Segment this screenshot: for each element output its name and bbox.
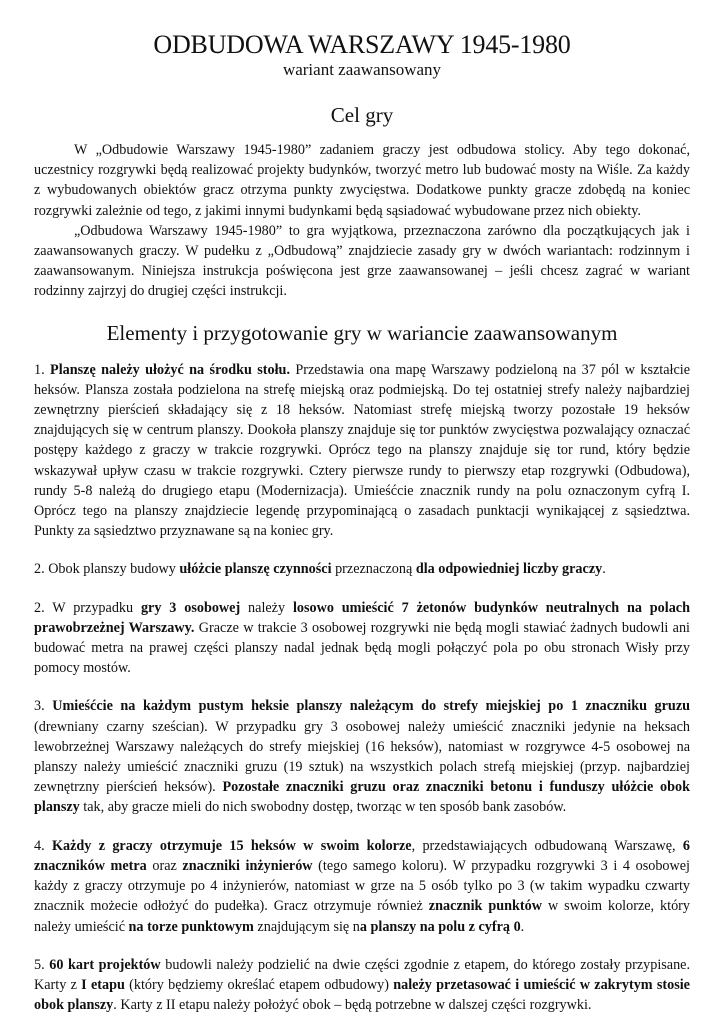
goal-heading: Cel gry <box>330 103 394 127</box>
setup-item-2b: 2. W przypadku gry 3 osobowej należy losowo umieścić 7 żetonów budynków neutralnych na polach prawobrzeżnej Warszawy. Gracze w trakcie 3 osobowej rozgrywki nie będą mogli stawiać żadnych budowli ani budować metra na prawej części planszy nadal jednak będą mogli połączyć pola po obu stronach Wisły przy pomocy mostów. <box>34 599 690 677</box>
setup-item-4: 4. Każdy z graczy otrzymuje 15 heksów w swoim kolorze, przedstawiających odbudowaną Warszawę, 6 znaczników metra oraz znaczniki inżynierów (tego samego koloru). W przypadku rozgrywki 3 i 4 osobowej każdy z graczy otrzymuje po 4 inżynierów, natomiast w grze na 5 osób tylko po 3 (w takim wypadku czwarty znacznik możecie odłożyć do pudełka). Gracz otrzymuje również znacznik punktów w swoim kolorze, który należy umieścić na torze punktowym znajdującym się na planszy na polu z cyfrą 0. <box>34 837 690 935</box>
goal-paragraph-1: W „Odbudowie Warszawy 1945-1980” zadaniem graczy jest odbudowa stolicy. Aby tego dokonać, uczestnicy rozgrywki będą realizować projekty budynków, tworzyć metro lub budować mosty na Wiśle. Za każdy z wybudowanych obiektów gracz otrzyma punkty zwycięstwa. Dodatkowe punkty gracze zdobędą na koniec rozgrywki zależnie od tego, z jakimi innymi budynkami będą sąsiadować wybudowane przez nich obiekty. <box>34 142 690 219</box>
elements-heading: Elementy i przygotowanie gry w wariancie zaawansowanym <box>106 320 618 345</box>
setup-item-2: 2. Obok planszy budowy ułóżcie planszę czynności przeznaczoną dla odpowiedniej liczby graczy. <box>34 561 606 578</box>
page-title: ODBUDOWA WARSZAWY 1945-1980 <box>153 30 571 59</box>
document-page <box>34 30 690 1033</box>
page-subtitle: wariant zaawansowany <box>282 60 442 79</box>
setup-item-1: 1. Planszę należy ułożyć na środku stołu. Przedstawia ona mapę Warszawy podzieloną na 37 pól w kształcie heksów. Plansza została podzielona na strefę miejską oraz podmiejską. Do tej ostatniej strefy należy najbardziej zewnętrzny pierścień składający się z 18 heksów. Natomiast strefę miejską tworzy pozostałe 19 heksów znajdujących się w centrum planszy. Dookoła planszy znajduje się tor punktów zwycięstwa pozwalający oznaczać postępy każdego z graczy w trakcie rozgrywki. Oprócz tego na planszy znajduje się tor rund, który będzie wskazywał upływ czasu w trakcie rozgrywki. Cztery pierwsze rundy to pierwszy etap rozgrywki (Odbudowa), rundy 5-8 należą do drugiego etapu (Modernizacja). Umieśćcie znacznik rundy na polu oznaczonym cyfrą I. Oprócz tego na planszy znajdziecie legendę przypominającą o zasadach punktacji wynikającej z sąsiedztwa. Punkty za sąsiedztwo przyznawane są na koniec gry. <box>34 361 691 540</box>
setup-item-5: 5. 60 kart projektów budowli należy podzielić na dwie części zgodnie z etapem, do którego zostały przypisane. Karty z I etapu (który będziemy określać etapem odbudowy) należy przetasować i umieścić w zakrytym stosie obok planszy. Karty z II etapu należy położyć obok – będą potrzebne w dalszej części rozgrywki. <box>34 956 691 1014</box>
goal-paragraph-2: „Odbudowa Warszawy 1945-1980” to gra wyjątkowa, przeznaczona zarówno dla początkujących jak i zaawansowanych graczy. W pudełku z „Odbudową” znajdziecie zasady gry w dwóch wariantach: rodzinnym i zaawansowanym. Niniejsza instrukcja poświęcona jest grze zaawansowanej – jeśli chcesz zagrać w wariant rodzinny zajrzyj do drugiej części instrukcji. <box>34 222 690 300</box>
setup-item-3: 3. Umieśćcie na każdym pustym heksie planszy należącym do strefy miejskiej po 1 znaczniku gruzu (drewniany czarny sześcian). W przypadku gry 3 osobowej należy umieścić znaczniki jedynie na heksach lewobrzeżnej Warszawy należących do strefy miejskiej (16 heksów), natomiast w rozgrywce 4-5 osobowej na planszy należy umieścić znaczniki gruzu (19 sztuk) na wszystkich polach strefą miejskiej (przyp. najbardziej zewnętrzny pierścień heksów). Pozostałe znaczniki gruzu oraz znaczniki betonu i funduszy ułóżcie obok planszy tak, aby gracze mieli do nich swobodny dostęp, tworząc w ten sposób bank zasobów. <box>34 698 691 816</box>
